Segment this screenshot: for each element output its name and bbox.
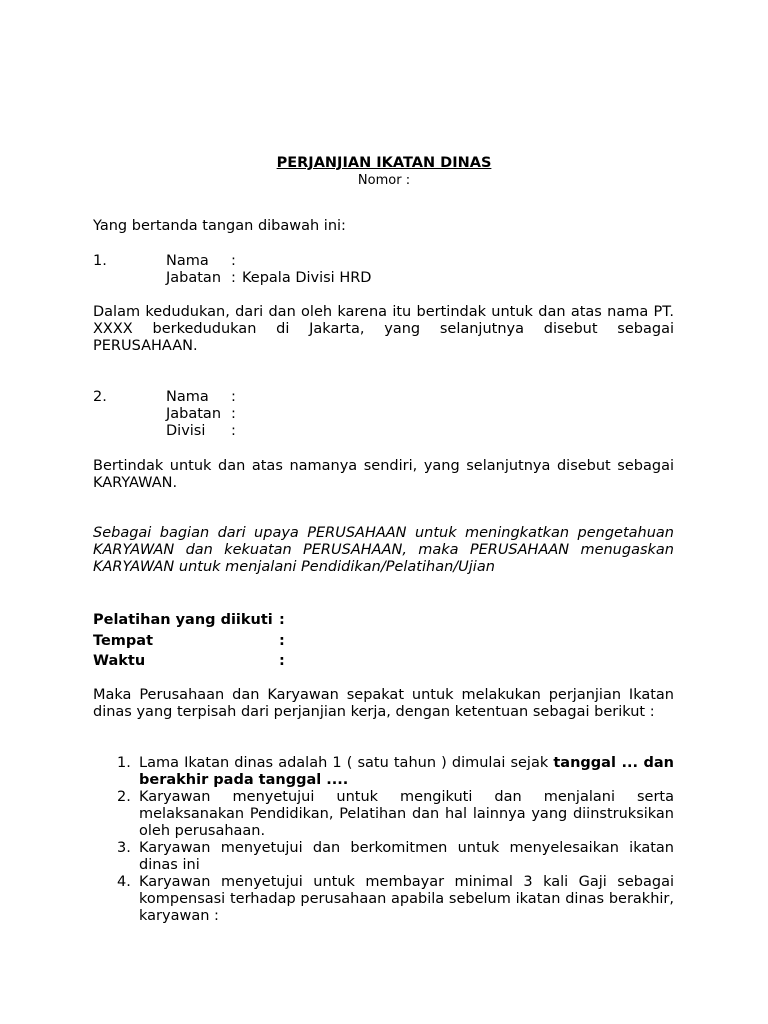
place-colon: :: [279, 633, 285, 649]
party1-position-colon: :: [231, 270, 236, 286]
party2-division-colon: :: [231, 423, 236, 439]
party2-name-label: Nama: [166, 389, 209, 405]
agreement-intro: Maka Perusahaan dan Karyawan sepakat untuk melakukan perjanjian Ikatan dinas yang terpisah dari perjanjian kerja, dengan ketentuan sebagai berikut :: [93, 687, 674, 720]
party2-position-colon: :: [231, 406, 236, 422]
party1-position-value: Kepala Divisi HRD: [242, 270, 372, 286]
party1-number: 1.: [93, 253, 107, 269]
party2-name-colon: :: [231, 389, 236, 405]
document-title-text: PERJANJIAN IKATAN DINAS: [276, 155, 492, 171]
term-4-text: Karyawan menyetujui untuk membayar minimal 3 kali Gaji sebagai kompensasi terhadap perusahaan apabila sebelum ikatan dinas berakhir, karyawan :: [139, 874, 674, 924]
document-title: [0, 154, 768, 172]
party1-description: Dalam kedudukan, dari dan oleh karena itu bertindak untuk dan atas nama PT. XXXX berkedudukan di Jakarta, yang selanjutnya disebut sebagai PERUSAHAAN.: [93, 304, 674, 354]
intro-text: Yang bertanda tangan dibawah ini:: [93, 218, 346, 234]
term-3-text: Karyawan menyetujui dan berkomitmen untuk menyelesaikan ikatan dinas ini: [139, 840, 674, 873]
training-colon: :: [279, 612, 285, 628]
term-1-text: Lama Ikatan dinas adalah 1 ( satu tahun ) dimulai sejak: [139, 755, 554, 771]
list-item-text: [139, 755, 674, 789]
time-colon: :: [279, 653, 285, 669]
party2-position-label: Jabatan: [166, 406, 222, 422]
party2-division-label: Divisi: [166, 423, 206, 439]
term-1-bold-text: tanggal ... dan berakhir pada tanggal ....: [139, 755, 675, 788]
training-label: Pelatihan yang diikuti: [93, 612, 273, 628]
party1-position-label: Jabatan: [166, 270, 222, 286]
list-item: [93, 755, 674, 789]
party1-name-label: Nama: [166, 253, 209, 269]
place-label: Tempat: [93, 633, 154, 649]
list-item: [93, 874, 674, 925]
purpose-paragraph: Sebagai bagian dari upaya PERUSAHAAN untuk meningkatkan pengetahuan KARYAWAN dan kekuatan PERUSAHAAN, maka PERUSAHAAN menugaskan KARYAWAN untuk menjalani Pendidikan/Pelatihan/Ujian: [93, 525, 674, 575]
document-number: Nomor :: [357, 173, 411, 188]
party1-name-colon: :: [231, 253, 236, 269]
time-label: Waktu: [93, 653, 146, 669]
list-item: [93, 840, 674, 874]
party2-description: Bertindak untuk dan atas namanya sendiri, yang selanjutnya disebut sebagai KARYAWAN.: [93, 458, 674, 491]
term-2-text: Karyawan menyetujui untuk mengikuti dan menjalani serta melaksanakan Pendidikan, Pelatihan dan hal lainnya yang diinstruksikan oleh perusahaan.: [139, 789, 674, 839]
list-marker: 2.: [117, 789, 131, 805]
list-marker: 3.: [117, 840, 131, 856]
list-marker: 4.: [117, 874, 131, 890]
list-marker: 1.: [117, 755, 131, 771]
list-item: [93, 789, 674, 840]
party2-number: 2.: [93, 389, 107, 405]
